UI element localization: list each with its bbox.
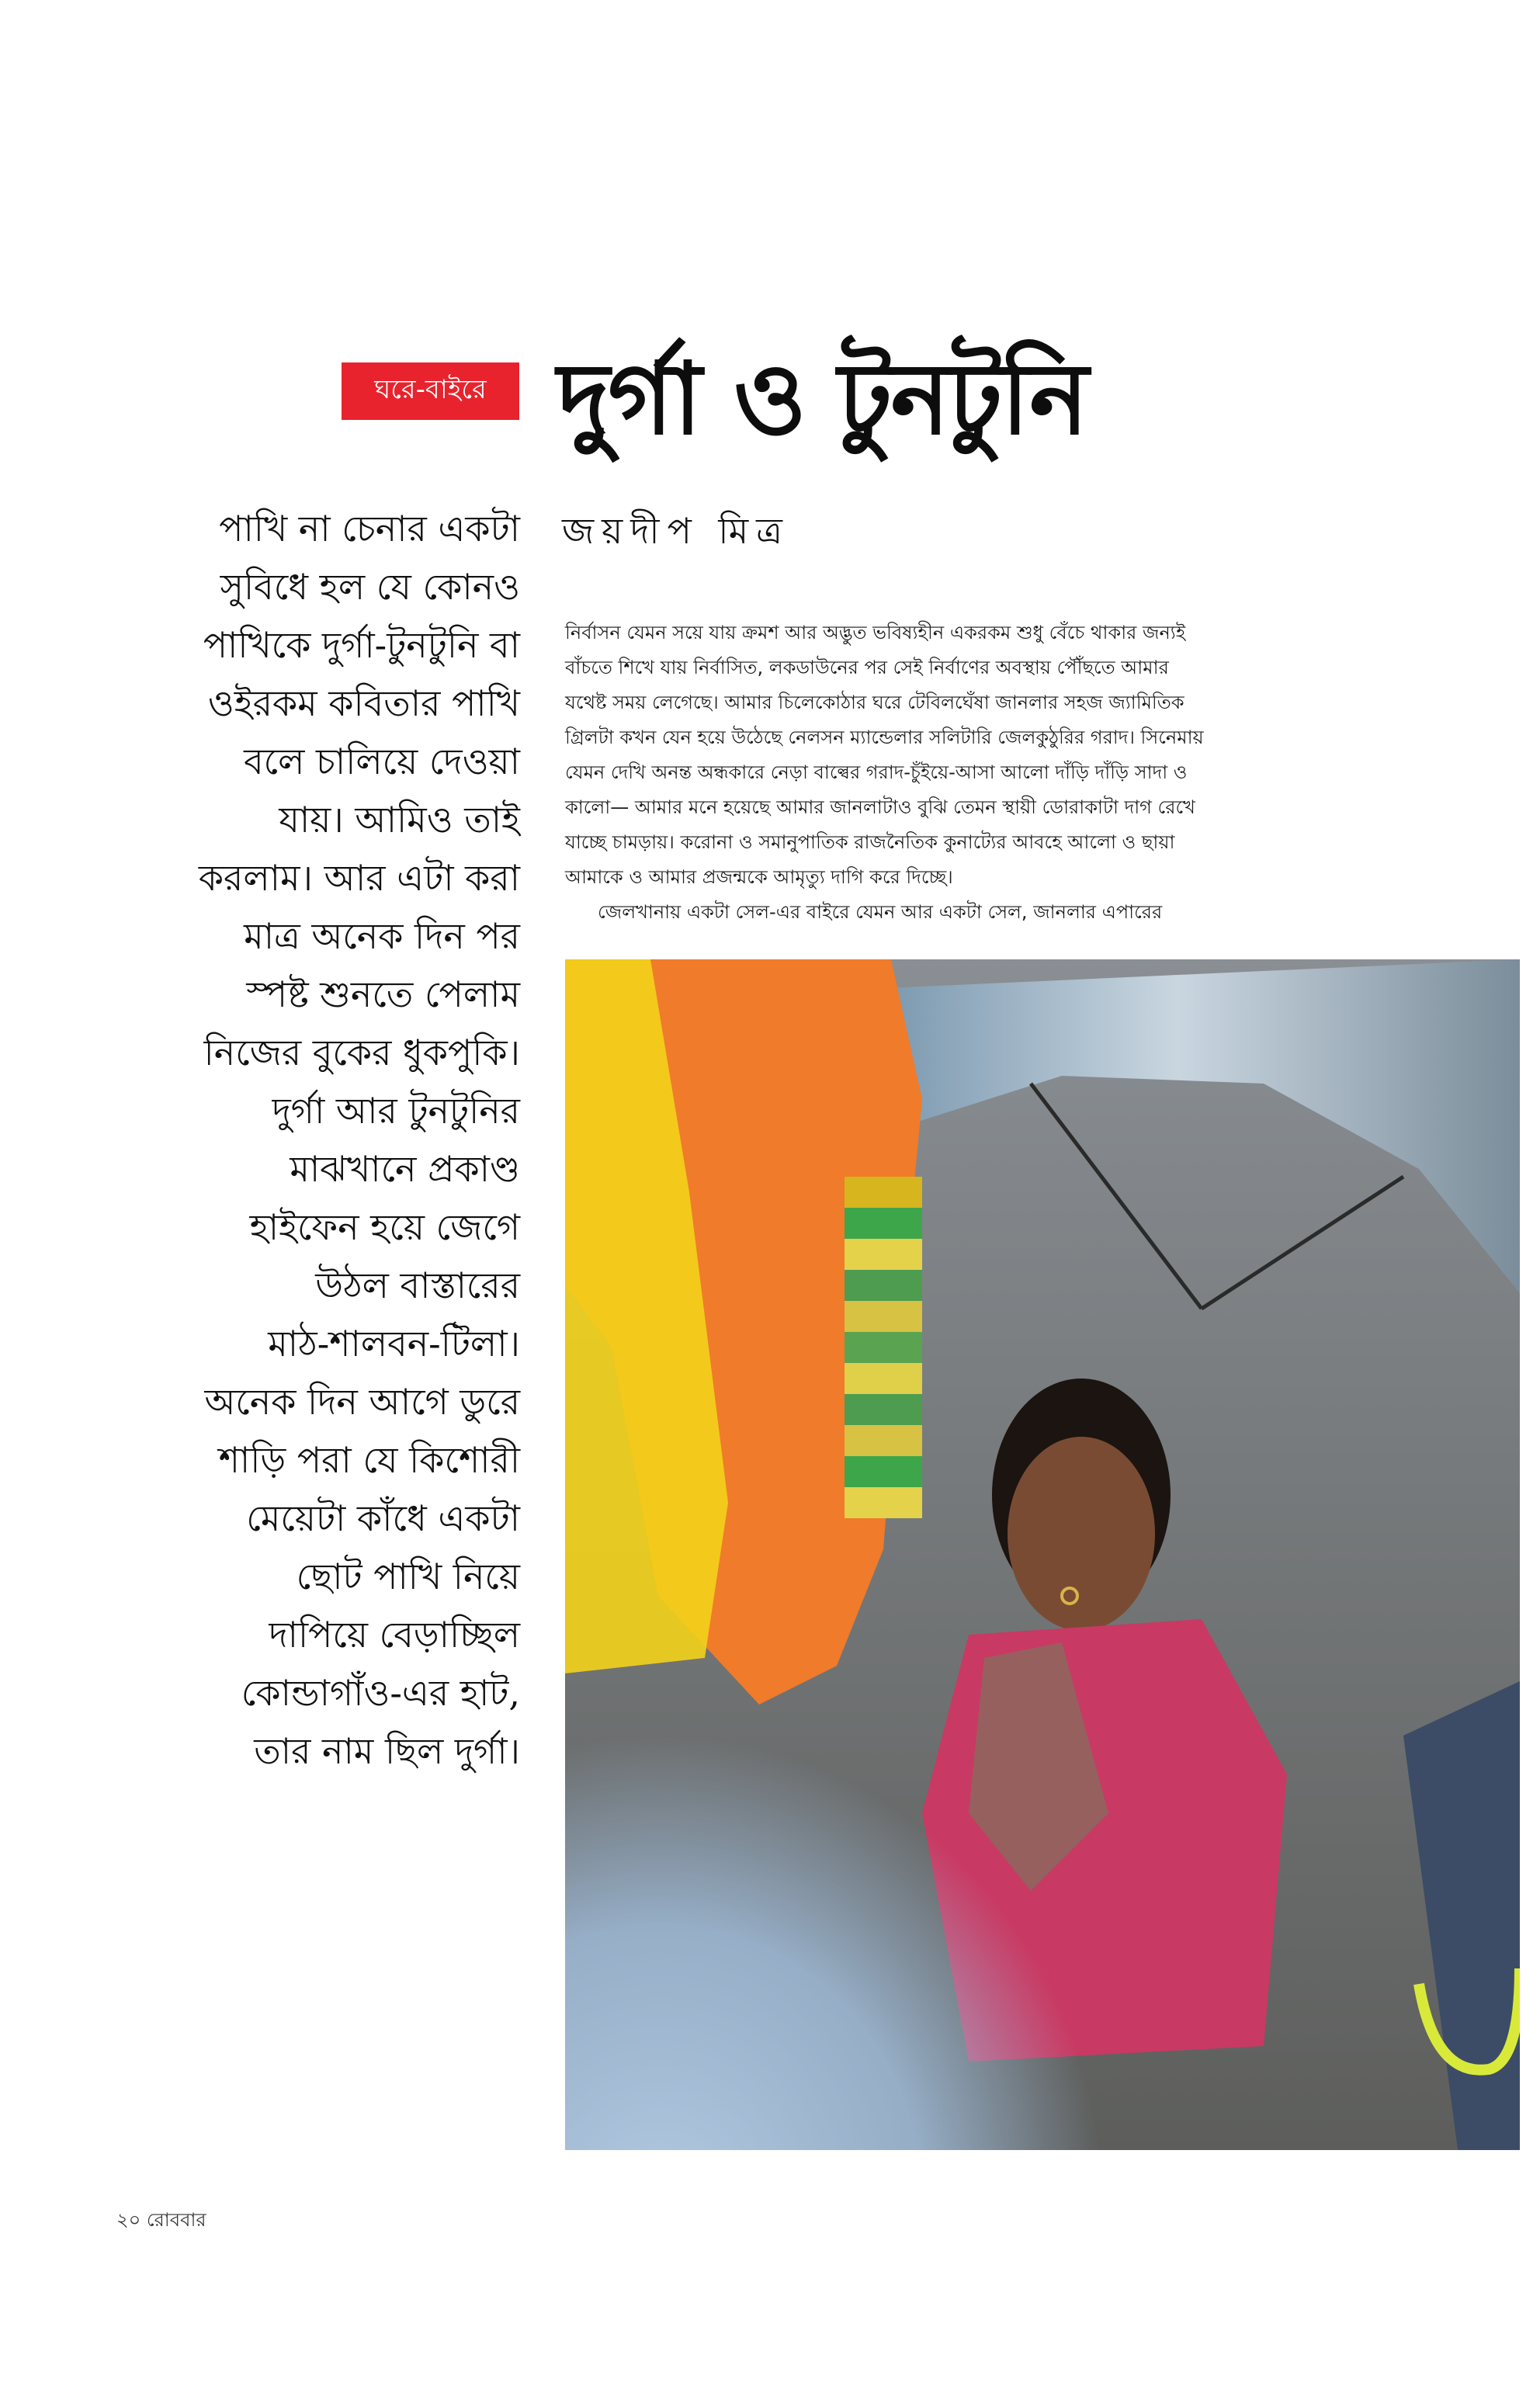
body-line: জেলখানায় একটা সেল-এর বাইরে যেমন আর একটা সেল, জানলার এপারের xyxy=(598,901,1163,923)
pull-quote-line: মাঠ-শালবন-টিলা। xyxy=(268,1323,520,1365)
pull-quote-line: সুবিধে হল যে কোনও xyxy=(220,566,520,608)
section-tag: ঘরে-বাইরে xyxy=(342,362,519,420)
body-line: গ্রিলটা কখন যেন হয়ে উঠেছে নেলসন ম্যান্ডেলার সলিটারি জেলকুঠুরির গরাদ। সিনেমায় xyxy=(565,727,1204,748)
pull-quote-line: দাপিয়ে বেড়াচ্ছিল xyxy=(269,1614,520,1656)
body-line: যাচ্ছে চামড়ায়। করোনা ও সমানুপাতিক রাজনৈতিক কুনাট্যের আবহে আলো ও ছায়া xyxy=(565,831,1175,853)
pull-quote-line: স্পষ্ট শুনতে পেলাম xyxy=(246,973,520,1015)
photo-illustration xyxy=(565,959,1520,2150)
pull-quote-line: যায়। আমিও তাই xyxy=(279,799,520,841)
pull-quote-line: অনেক দিন আগে ডুরে xyxy=(204,1381,520,1423)
byline: জয়দীপ মিত্র xyxy=(562,510,790,552)
pull-quote-line: বলে চালিয়ে দেওয়া xyxy=(244,740,520,782)
article-photo xyxy=(565,959,1520,2150)
pull-quote-line: কোন্ডাগাঁও-এর হাট, xyxy=(241,1672,520,1714)
headline: দুর্গা ও টুনটুনি xyxy=(557,342,1087,457)
pull-quote-line: নিজের বুকের ধুকপুকি। xyxy=(203,1032,520,1073)
pull-quote-line: ছোট পাখি নিয়ে xyxy=(296,1555,520,1597)
body-line: যথেষ্ট সময় লেগেছে। আমার চিলেকোঠার ঘরে টেবিলঘেঁষা জানলার সহজ জ্যামিতিক xyxy=(565,692,1184,713)
page-folio: ২০ রোববার xyxy=(116,2209,206,2231)
pull-quote-line: পাখি না চেনার একটা xyxy=(219,508,520,550)
pull-quote-line: ওইরকম কবিতার পাখি xyxy=(207,682,520,724)
pull-quote-line: পাখিকে দুর্গা-টুনটুনি বা xyxy=(203,624,520,666)
body-line: বাঁচতে শিখে যায় নির্বাসিত, লকডাউনের পর সেই নির্বাণের অবস্থায় পৌঁছতে আমার xyxy=(565,657,1169,678)
striped-fabric-shape xyxy=(845,1177,922,1518)
pull-quote-line: তার নাম ছিল দুর্গা। xyxy=(254,1730,520,1772)
pull-quote xyxy=(116,500,520,1781)
pull-quote-line: করলাম। আর এটা করা xyxy=(198,857,520,899)
pull-quote-line: মাঝখানে প্রকাণ্ড xyxy=(290,1148,520,1190)
body-line: নির্বাসন যেমন সয়ে যায় ক্রমশ আর অদ্ভুত ভবিষ্যহীন একরকম শুধু বেঁচে থাকার জন্যই xyxy=(565,622,1186,643)
article-body xyxy=(565,616,1389,930)
pull-quote-line: মাত্র অনেক দিন পর xyxy=(244,915,520,957)
body-line: আমাকে ও আমার প্রজন্মকে আমৃত্যু দাগি করে দিচ্ছে। xyxy=(565,866,953,888)
pull-quote-line: দুর্গা আর টুনটুনির xyxy=(272,1090,520,1132)
body-line: যেমন দেখি অনন্ত অন্ধকারে নেড়া বাল্বের গরাদ-চুঁইয়ে-আসা আলো দাঁড়ি দাঁড়ি সাদা ও xyxy=(565,761,1188,783)
body-line: কালো— আমার মনে হয়েছে আমার জানলাটাও বুঝি তেমন স্থায়ী ডোরাকাটা দাগ রেখে xyxy=(565,796,1195,818)
pull-quote-line: উঠল বাস্তারের xyxy=(315,1264,520,1306)
pull-quote-line: হাইফেন হয়ে জেগে xyxy=(249,1206,520,1248)
pull-quote-line: মেয়েটা কাঁধে একটা xyxy=(246,1497,520,1539)
pull-quote-line: শাড়ি পরা যে কিশোরী xyxy=(218,1439,520,1481)
